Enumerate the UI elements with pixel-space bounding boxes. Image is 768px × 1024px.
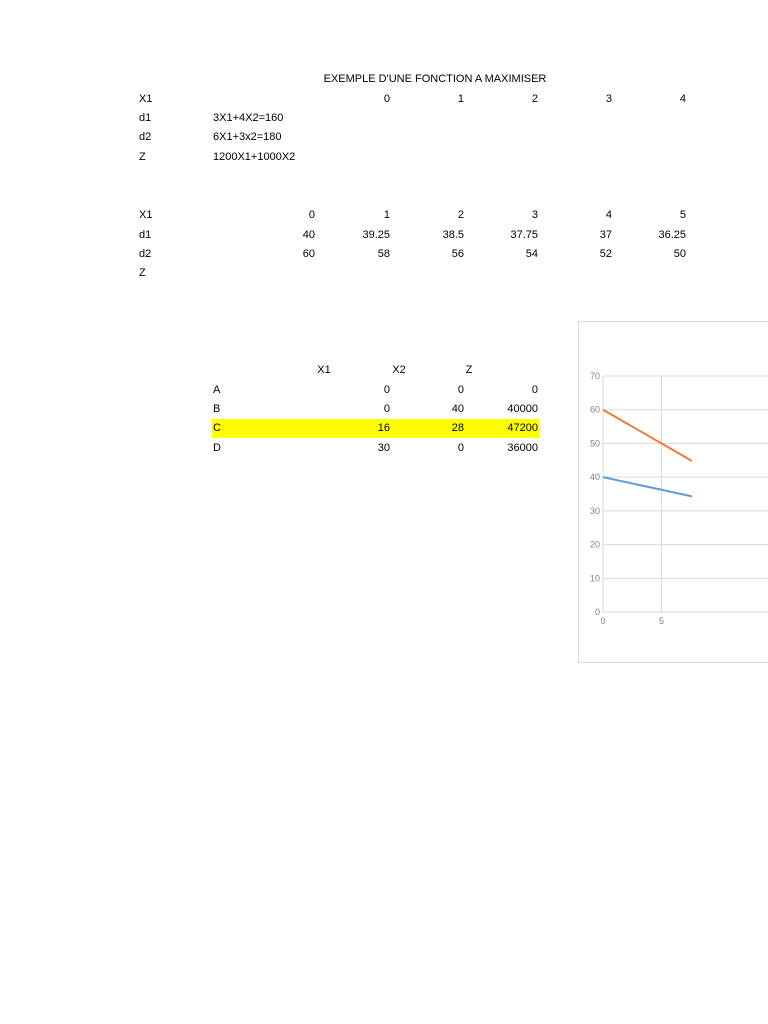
series-line-1	[603, 477, 697, 497]
point-x1: 30	[377, 442, 390, 454]
x1-value: 2	[457, 209, 464, 221]
point-z: 36000	[507, 442, 538, 454]
point-x1: 16	[377, 422, 390, 434]
formula-d1: 3X1+4X2=160	[213, 112, 284, 124]
y-tick-label: 70	[589, 371, 600, 381]
row-label-x1: X1	[139, 209, 153, 221]
d2-value: 60	[302, 248, 315, 260]
d2-value: 58	[377, 248, 390, 260]
row-label-d2: d2	[139, 248, 152, 260]
y-tick-label: 30	[589, 505, 600, 516]
chart-canvas	[579, 322, 768, 662]
y-tick-label: 50	[589, 438, 600, 449]
header-x1: X1	[317, 364, 331, 376]
d1-value: 38.5	[442, 229, 464, 241]
x1-value: 0	[308, 209, 315, 221]
y-tick-label: 60	[589, 404, 600, 415]
d2-value: 52	[599, 248, 612, 260]
x1-value: 4	[605, 209, 612, 221]
formula-z: 1200X1+1000X2	[213, 151, 296, 163]
sheet-title: EXEMPLE D'UNE FONCTION A MAXIMISER	[323, 73, 547, 85]
point-label: C	[213, 422, 221, 434]
row-label-z: Z	[139, 151, 146, 163]
point-x2: 0	[457, 442, 464, 454]
header-z: Z	[465, 364, 473, 376]
row-label-x1: X1	[139, 93, 153, 105]
point-x2: 28	[451, 422, 464, 434]
row-label-d1: d1	[139, 112, 152, 124]
point-z: 0	[531, 384, 538, 396]
y-tick-label: 0	[594, 607, 600, 617]
row-label-d2: d2	[139, 131, 152, 143]
y-tick-label: 10	[589, 573, 600, 584]
line-chart[interactable]	[578, 321, 768, 663]
x-tick-label: 0	[600, 616, 606, 626]
point-label: B	[213, 403, 221, 415]
point-label: A	[213, 384, 221, 396]
d1-value: 37	[599, 229, 612, 241]
d1-value: 39.25	[362, 229, 390, 241]
x1-value: 0	[383, 93, 390, 105]
point-label: D	[213, 442, 221, 454]
point-x1: 0	[383, 384, 390, 396]
d1-value: 40	[302, 229, 315, 241]
d1-value: 37.75	[510, 229, 538, 241]
x1-value: 3	[531, 209, 538, 221]
point-x1: 0	[383, 403, 390, 415]
point-x2: 0	[457, 384, 464, 396]
row-label-d1: d1	[139, 229, 152, 241]
x1-value: 1	[457, 93, 464, 105]
x1-value: 5	[679, 209, 686, 221]
series-line-2	[603, 410, 697, 464]
y-tick-label: 40	[589, 472, 600, 483]
x1-value: 4	[679, 93, 686, 105]
x1-value: 2	[531, 93, 538, 105]
d2-value: 50	[673, 248, 686, 260]
y-tick-label: 20	[589, 539, 600, 550]
d2-value: 56	[451, 248, 464, 260]
point-x2: 40	[451, 403, 464, 415]
formula-d2: 6X1+3x2=180	[213, 131, 282, 143]
x-tick-label: 5	[658, 616, 665, 626]
x1-value: 3	[605, 93, 612, 105]
point-z: 47200	[507, 422, 538, 434]
row-label-z: Z	[139, 267, 146, 279]
x1-value: 1	[383, 209, 390, 221]
d2-value: 54	[525, 248, 538, 260]
point-z: 40000	[507, 403, 538, 415]
d1-value: 36.25	[658, 229, 686, 241]
header-x2: X2	[392, 364, 406, 376]
